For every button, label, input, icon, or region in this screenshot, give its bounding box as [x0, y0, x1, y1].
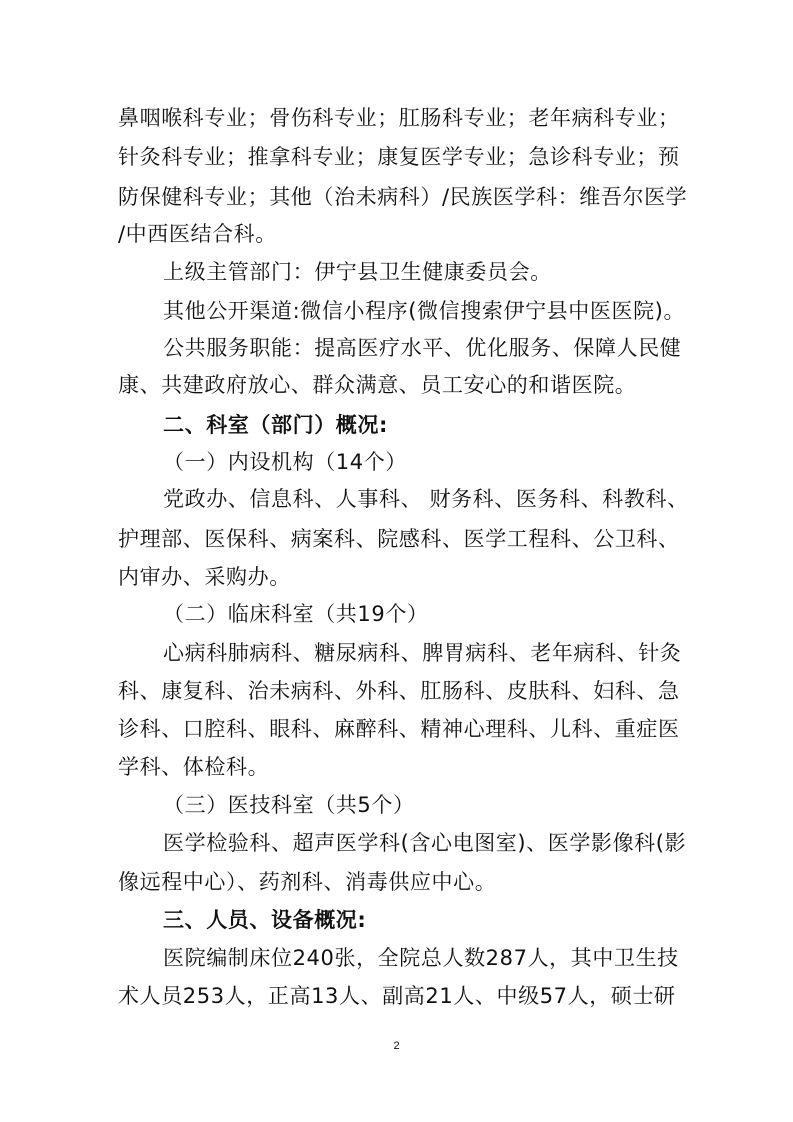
section-heading: 二、科室（部门）概况: [163, 413, 388, 437]
body-text-line: 鼻咽喉科专业；骨伤科专业；肛肠科专业；老年病科专业； [118, 106, 680, 130]
body-text-line: 上级主管部门：伊宁县卫生健康委员会。 [163, 260, 552, 284]
body-text-line: 心病科肺病科、糖尿病科、脾胃病科、老年病科、针灸 [163, 641, 682, 665]
subsection-heading: （二）临床科室（共19个） [163, 602, 429, 626]
body-text-line: 像远程中心）、药剂科、消毒供应中心。 [118, 870, 497, 894]
body-text-line: 护理部、医保科、病案科、院感科、医学工程科、公卫科、 [118, 527, 680, 551]
section-heading: 三、人员、设备概况: [163, 908, 367, 932]
body-text-line: 诊科、口腔科、眼科、麻醉科、精神心理科、儿科、重症医 [118, 717, 680, 741]
body-text-line: 医学检验科、超声医学科(含心电图室)、医学影像科(影 [163, 831, 687, 855]
body-text-line: 防保健科专业；其他（治未病科）/民族医学科：维吾尔医学 [118, 185, 688, 209]
subsection-heading: （一）内设机构（14个） [163, 450, 407, 474]
body-text-line: 医院编制床位240张，全院总人数287人，其中卫生技 [163, 946, 679, 970]
body-text-line: 党政办、信息科、人事科、 财务科、医务科、科教科、 [163, 487, 689, 511]
subsection-heading: （三）医技科室（共5个） [163, 793, 415, 817]
body-text-line: 科、康复科、治未病科、外科、肛肠科、皮肤科、妇科、急 [118, 679, 680, 703]
page-number: 2 [393, 1040, 400, 1052]
body-text-line: 内审办、采购办。 [118, 565, 291, 589]
body-text-line: 公共服务职能：提高医疗水平、优化服务、保障人民健 [163, 336, 682, 360]
body-text-line: 针灸科专业；推拿科专业；康复医学专业；急诊科专业；预 [118, 145, 680, 169]
body-text-line: 其他公开渠道:微信小程序(微信搜索伊宁县中医医院)。 [163, 299, 686, 323]
body-text-line: 康、共建政府放心、群众满意、员工安心的和谐医院。 [118, 373, 637, 397]
body-text-line: 学科、体检科。 [118, 755, 270, 779]
body-text-line: /中西医结合科。 [118, 222, 277, 246]
body-text-line: 术人员253人，正高13人、副高21人、中级57人，硕士研 [118, 984, 676, 1008]
